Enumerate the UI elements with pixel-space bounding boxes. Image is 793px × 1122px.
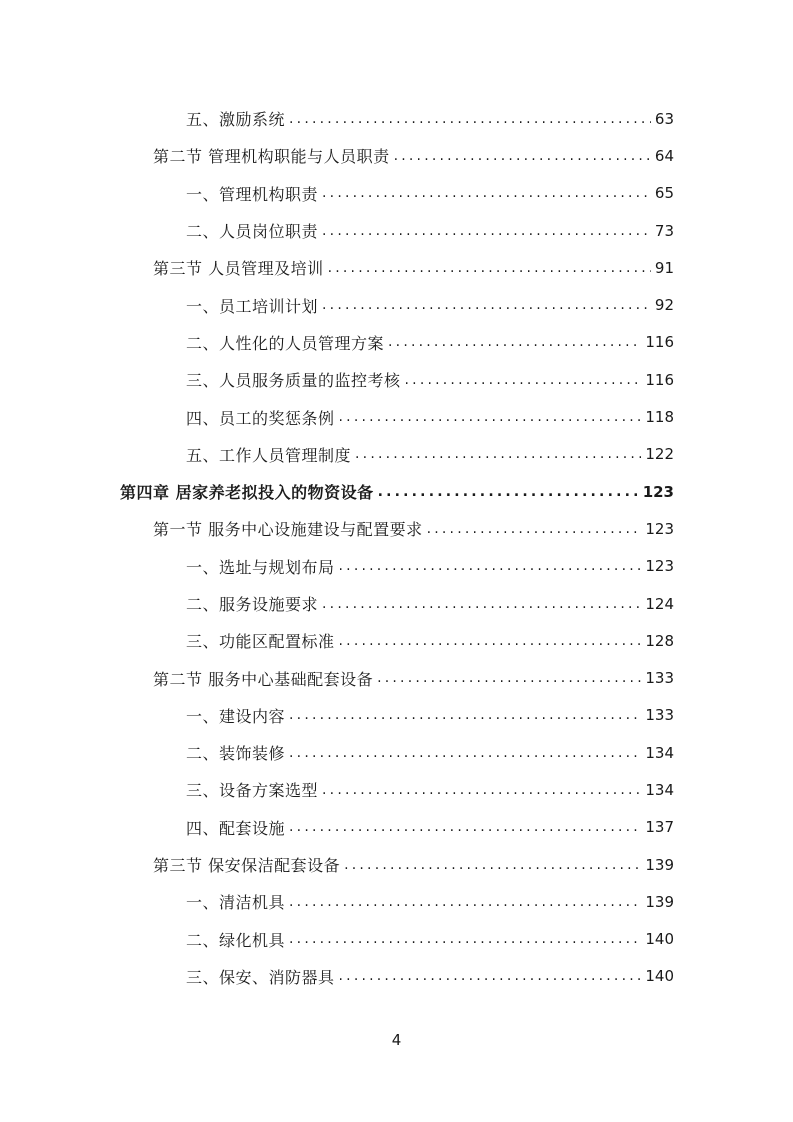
toc-entry-title: 三、保安、消防器具 (186, 967, 335, 987)
toc-entry[interactable] (0, 846, 793, 883)
toc-entry-title: 第三节 人员管理及培训 (153, 259, 324, 279)
toc-entry-title: 一、清洁机具 (186, 893, 286, 913)
toc-leader-dots (289, 820, 641, 834)
toc-leader-dots (394, 149, 651, 163)
toc-entry-page: 139 (645, 892, 674, 911)
toc-entry[interactable] (0, 286, 793, 323)
toc-entry[interactable] (0, 921, 793, 958)
toc-leader-dots (378, 485, 639, 499)
toc-entry[interactable] (0, 771, 793, 808)
toc-entry-page: 123 (645, 519, 674, 538)
toc-chapter-entry[interactable] (0, 473, 793, 510)
toc-entry-title: 一、管理机构职责 (186, 184, 319, 204)
toc-entry[interactable] (0, 622, 793, 659)
toc-leader-dots (339, 559, 642, 573)
toc-leader-dots (388, 335, 641, 349)
toc-entry-title: 四、员工的奖惩条例 (186, 408, 335, 428)
toc-entry[interactable] (0, 697, 793, 734)
toc-entry[interactable] (0, 883, 793, 920)
toc-entry[interactable] (0, 734, 793, 771)
toc-entry-page: 133 (645, 706, 674, 725)
toc-leader-dots (322, 783, 641, 797)
toc-entry-page: 139 (645, 855, 674, 874)
toc-entry-title: 第一节 服务中心设施建设与配置要求 (153, 520, 423, 540)
toc-leader-dots (339, 969, 642, 983)
toc-entry-title: 二、人员岗位职责 (186, 222, 319, 242)
toc-entry-title: 三、设备方案选型 (186, 781, 319, 801)
toc-entry-page: 140 (645, 930, 674, 949)
toc-entry-page: 63 (654, 109, 674, 128)
toc-leader-dots (405, 373, 642, 387)
toc-entry-page: 134 (645, 780, 674, 799)
toc-entry[interactable] (0, 585, 793, 622)
toc-entry[interactable] (0, 175, 793, 212)
toc-entry-page: 91 (654, 258, 674, 277)
toc-entry[interactable] (0, 361, 793, 398)
toc-entry[interactable] (0, 324, 793, 361)
toc-leader-dots (377, 671, 641, 685)
toc-entry[interactable] (0, 137, 793, 174)
toc-entry-page: 116 (645, 333, 674, 352)
toc-entry-page: 65 (654, 184, 674, 203)
toc-entry-title: 一、建设内容 (186, 706, 286, 726)
toc-entry-page: 124 (645, 594, 674, 613)
toc-entry-title: 第三节 保安保洁配套设备 (153, 856, 341, 876)
toc-leader-dots (322, 186, 651, 200)
toc-entry-page: 134 (645, 743, 674, 762)
toc-entry-title: 二、绿化机具 (186, 930, 286, 950)
toc-entry-page: 128 (645, 631, 674, 650)
toc-entry-page: 92 (654, 296, 674, 315)
toc-entry[interactable] (0, 249, 793, 286)
page-number: 4 (391, 1031, 402, 1049)
toc-entry-page: 122 (645, 445, 674, 464)
toc-leader-dots (355, 447, 641, 461)
toc-leader-dots (289, 895, 641, 909)
toc-entry[interactable] (0, 548, 793, 585)
toc-leader-dots (322, 298, 651, 312)
toc-entry-page: 118 (645, 408, 674, 427)
toc-entry-page: 133 (645, 669, 674, 688)
toc-leader-dots (289, 746, 641, 760)
toc-entry[interactable] (0, 958, 793, 995)
toc-leader-dots (427, 522, 642, 536)
toc-entry-page: 73 (654, 221, 674, 240)
toc-leader-dots (344, 858, 641, 872)
toc-leader-dots (289, 932, 641, 946)
toc-entry-page: 123 (645, 557, 674, 576)
toc-entry-title: 三、人员服务质量的监控考核 (186, 371, 401, 391)
toc-entry-page: 116 (645, 370, 674, 389)
toc-leader-dots (339, 410, 642, 424)
toc-entry[interactable] (0, 809, 793, 846)
toc-entry[interactable] (0, 100, 793, 137)
toc-entry[interactable] (0, 398, 793, 435)
toc-entry-title: 第四章 居家养老拟投入的物资设备 (120, 483, 374, 503)
toc-leader-dots (328, 261, 651, 275)
toc-entry-title: 二、服务设施要求 (186, 595, 319, 614)
toc-leader-dots (289, 112, 651, 126)
toc-entry-title: 五、激励系统 (186, 110, 286, 130)
toc-entry[interactable] (0, 436, 793, 473)
toc-entry-title: 四、配套设施 (186, 818, 286, 838)
toc-entry-title: 二、人性化的人员管理方案 (186, 333, 385, 353)
toc-entry-title: 二、装饰装修 (186, 744, 286, 764)
toc-leader-dots (339, 634, 642, 648)
toc-entry[interactable] (0, 510, 793, 547)
toc-entry-title: 第二节 服务中心基础配套设备 (153, 669, 374, 689)
toc-entry-title: 一、员工培训计划 (186, 296, 319, 316)
toc-entry[interactable] (0, 659, 793, 696)
toc-entry-title: 一、选址与规划布局 (186, 557, 335, 577)
toc-leader-dots (322, 597, 641, 611)
toc-entry-page: 64 (654, 146, 674, 165)
toc-entry-page: 123 (642, 482, 674, 501)
toc-entry-page: 140 (645, 967, 674, 986)
toc-entry[interactable] (0, 212, 793, 249)
toc-entry-page: 137 (645, 818, 674, 837)
toc-entry-title: 三、功能区配置标准 (186, 632, 335, 652)
toc-leader-dots (322, 224, 651, 238)
toc-leader-dots (289, 708, 641, 722)
table-of-contents (0, 100, 793, 995)
toc-entry-title: 第二节 管理机构职能与人员职责 (153, 147, 390, 167)
toc-entry-title: 五、工作人员管理制度 (186, 445, 352, 465)
